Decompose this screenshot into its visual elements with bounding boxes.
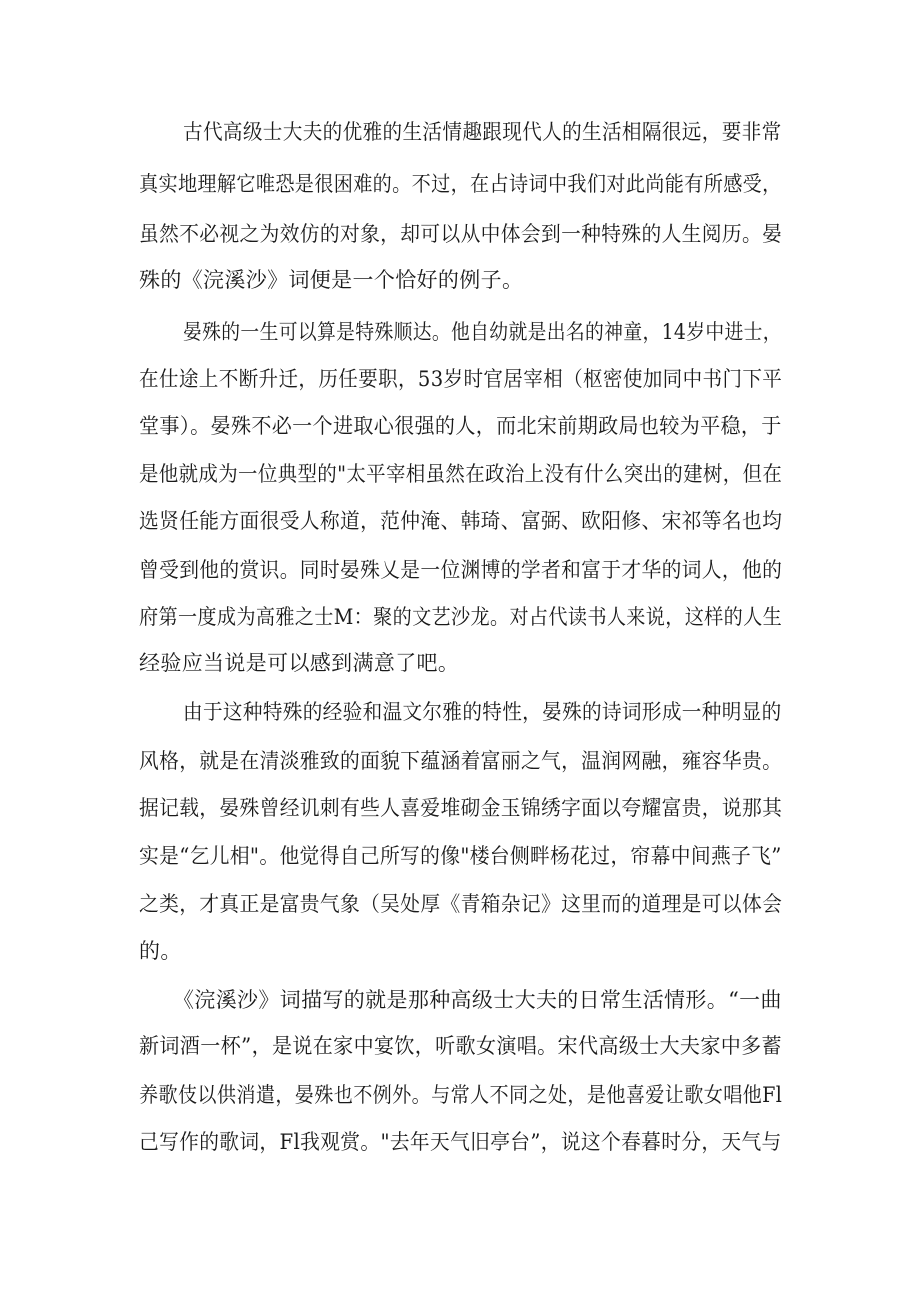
paragraph-3-line-4: 实是“乞儿相"。他觉得自己所写的像"楼台侧畔杨花过，帘幕中间燕子飞”	[139, 844, 782, 868]
paragraph-2-line-2: 在仕途上不断升迁，历任要职，53岁时官居宰相（枢密使加同中书门下平	[139, 367, 783, 391]
paragraph-1-line-3: 虽然不必视之为效仿的对象，却可以从中体会到一种特殊的人生阅历。晏	[139, 222, 783, 246]
paragraph-3-line-2: 风格，就是在清淡雅致的面貌下蕴涵着富丽之气，温润网融，雍容华贵。	[139, 749, 783, 773]
paragraph-2-line-3: 堂事）。晏殊不必一个进取心很强的人，而北宋前期政局也较为平稳，于	[139, 414, 782, 438]
paragraph-4-line-1: 《浣溪沙》词描写的就是那种高级士大夫的日常生活情形。“一曲	[173, 988, 782, 1012]
paragraph-3-line-1: 由于这种特殊的经验和温文尔雅的特性，晏殊的诗词形成一种明显的	[183, 700, 782, 724]
paragraph-1-line-1: 古代高级士大夫的优雅的生活情趣跟现代人的生活相隔很远，要非常	[183, 120, 782, 144]
paragraph-4-line-4: 己写作的歌词，Fl我观赏。"去年天气旧亭台”，说这个春暮时分，天气与	[139, 1130, 782, 1154]
paragraph-2-line-7: 府第一度成为高雅之士M：聚的文艺沙龙。对占代读书人来说，这样的人生	[139, 605, 783, 629]
paragraph-3-line-3: 据记载，晏殊曾经讥刺有些人喜爱堆砌金玉锦绣字面以夸耀富贵，说那其	[139, 796, 783, 820]
paragraph-2-line-4: 是他就成为一位典型的"太平宰相虽然在政治上没有什么突出的建树，但在	[139, 462, 783, 486]
paragraph-2-line-1: 晏殊的一生可以算是特殊顺达。他自幼就是出名的神童，14岁中进士，	[183, 320, 782, 344]
paragraph-3-line-5: 之类，才真正是富贵气象（吴处厚《青箱杂记》这里而的道理是可以体会	[139, 892, 783, 916]
paragraph-2-line-5: 选贤任能方面很受人称道，范仲淹、韩琦、富弼、欧阳修、宋祁等名也均	[139, 509, 783, 533]
paragraph-4-line-2: 新词酒一杯”，是说在家中宴饮，听歌女演唱。宋代高级士大夫家中多蓄	[139, 1034, 782, 1058]
paragraph-2-line-6: 曾受到他的赏识。同时晏殊乂是一位渊博的学者和富于才华的词人，他的	[139, 558, 783, 582]
paragraph-1-line-4: 殊的《浣溪沙》词便是一个恰好的例子。	[139, 268, 524, 292]
paragraph-3-line-6: 的。	[139, 939, 182, 963]
paragraph-2-line-8: 经验应当说是可以感到满意了吧。	[139, 651, 460, 675]
paragraph-1-line-2: 真实地理解它唯恐是很困难的。不过，在占诗词中我们对此尚能有所感受，	[139, 172, 782, 196]
paragraph-4-line-3: 养歌伎以供消遣，晏殊也不例外。与常人不同之处，是他喜爱让歌女唱他Fl	[139, 1083, 783, 1107]
